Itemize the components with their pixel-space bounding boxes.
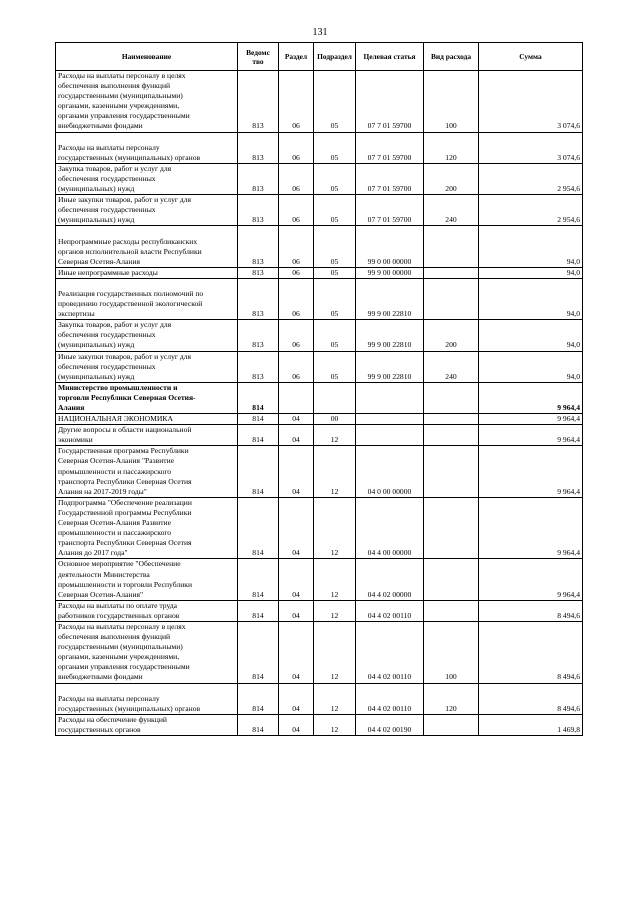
row-name-cell: Другие вопросы в области национальной экономики xyxy=(56,425,238,446)
row-target-article-cell: 04 4 02 00190 xyxy=(356,714,424,735)
row-name-cell: Министерство промышленности и торговли Республики Северная Осетия- Алания xyxy=(56,382,238,413)
row-name-cell: Непрограммные расходы республиканских органов исполнительной власти Республики Северная Осетия-Алания xyxy=(56,226,238,267)
row-name-cell: Закупка товаров, работ и услуг для обеспечения государственных (муниципальных) нужд xyxy=(56,163,238,194)
row-sum-cell: 3 074,6 xyxy=(479,71,583,133)
row-podrazdel-cell: 12 xyxy=(314,559,356,600)
header-podrazdel: Подраздел xyxy=(314,43,356,71)
row-expense-type-cell xyxy=(424,600,479,621)
row-target-article-cell: 99 9 00 22810 xyxy=(356,278,424,319)
row-name-cell: Расходы на выплаты персоналу государственных (муниципальных) органов xyxy=(56,132,238,163)
row-sum-cell: 9 964,4 xyxy=(479,446,583,497)
table-row xyxy=(56,267,583,278)
row-podrazdel-cell: 05 xyxy=(314,132,356,163)
row-target-article-cell xyxy=(356,382,424,413)
row-expense-type-cell: 200 xyxy=(424,163,479,194)
row-podrazdel-cell: 12 xyxy=(314,497,356,559)
row-expense-type-cell: 100 xyxy=(424,71,479,133)
row-podrazdel-cell: 05 xyxy=(314,278,356,319)
row-name-cell: Основное мероприятие "Обеспечение деятельности Министерства промышленности и торговли Республики Северная Осетия-Алания" xyxy=(56,559,238,600)
row-vedomstvo-cell: 813 xyxy=(238,267,279,278)
row-expense-type-cell xyxy=(424,267,479,278)
row-target-article-cell: 07 7 01 59700 xyxy=(356,132,424,163)
row-podrazdel-cell: 05 xyxy=(314,226,356,267)
row-sum-cell: 3 074,6 xyxy=(479,132,583,163)
table-row xyxy=(56,414,583,425)
row-target-article-cell: 04 0 00 00000 xyxy=(356,446,424,497)
row-vedomstvo-cell: 813 xyxy=(238,320,279,351)
row-expense-type-cell xyxy=(424,382,479,413)
row-razdel-cell: 04 xyxy=(279,621,314,683)
row-vedomstvo-cell: 814 xyxy=(238,382,279,413)
row-razdel-cell: 04 xyxy=(279,683,314,714)
row-podrazdel-cell: 05 xyxy=(314,195,356,226)
row-target-article-cell: 04 4 02 00000 xyxy=(356,559,424,600)
row-razdel-cell: 06 xyxy=(279,132,314,163)
row-razdel-cell: 04 xyxy=(279,425,314,446)
row-podrazdel-cell: 12 xyxy=(314,600,356,621)
table-row xyxy=(56,226,583,267)
row-podrazdel-cell: 00 xyxy=(314,414,356,425)
row-sum-cell: 9 964,4 xyxy=(479,414,583,425)
row-target-article-cell xyxy=(356,425,424,446)
row-expense-type-cell: 100 xyxy=(424,621,479,683)
row-vedomstvo-cell: 813 xyxy=(238,71,279,133)
row-vedomstvo-cell: 814 xyxy=(238,683,279,714)
row-podrazdel-cell: 12 xyxy=(314,683,356,714)
row-expense-type-cell xyxy=(424,714,479,735)
row-target-article-cell: 07 7 01 59700 xyxy=(356,163,424,194)
row-name-cell: Подпрограмма "Обеспечение реализации Государственной программы Республики Северная Осетия-Алания Развитие промышленности и пассажирского транспорта Республики Северная Осетия Алания до 2017 года" xyxy=(56,497,238,559)
row-target-article-cell: 04 4 00 00000 xyxy=(356,497,424,559)
row-sum-cell: 9 964,4 xyxy=(479,559,583,600)
row-sum-cell: 9 964,4 xyxy=(479,425,583,446)
row-expense-type-cell xyxy=(424,446,479,497)
row-sum-cell: 2 954,6 xyxy=(479,195,583,226)
row-name-cell: Иные закупки товаров, работ и услуг для обеспечения государственных (муниципальных) нужд xyxy=(56,351,238,382)
header-expense-type: Вид расхода xyxy=(424,43,479,71)
row-name-cell: НАЦИОНАЛЬНАЯ ЭКОНОМИКА xyxy=(56,414,238,425)
table-row xyxy=(56,714,583,735)
row-razdel-cell: 04 xyxy=(279,497,314,559)
row-vedomstvo-cell: 814 xyxy=(238,497,279,559)
row-name-cell: Реализация государственных полномочий по проведению государственной экологической экспертизы xyxy=(56,278,238,319)
row-vedomstvo-cell: 813 xyxy=(238,195,279,226)
row-razdel-cell: 04 xyxy=(279,414,314,425)
row-podrazdel-cell: 05 xyxy=(314,163,356,194)
row-target-article-cell: 99 9 00 22810 xyxy=(356,320,424,351)
row-vedomstvo-cell: 814 xyxy=(238,559,279,600)
row-podrazdel-cell: 05 xyxy=(314,351,356,382)
row-target-article-cell: 99 9 00 22810 xyxy=(356,351,424,382)
row-target-article-cell: 07 7 01 59700 xyxy=(356,195,424,226)
row-razdel-cell: 04 xyxy=(279,559,314,600)
table-row xyxy=(56,497,583,559)
row-sum-cell: 8 494,6 xyxy=(479,621,583,683)
row-target-article-cell: 99 0 00 00000 xyxy=(356,226,424,267)
table-row xyxy=(56,195,583,226)
row-razdel-cell: 06 xyxy=(279,195,314,226)
table-row xyxy=(56,163,583,194)
table-header-row xyxy=(56,43,583,71)
row-vedomstvo-cell: 814 xyxy=(238,425,279,446)
row-name-cell: Закупка товаров, работ и услуг для обеспечения государственных (муниципальных) нужд xyxy=(56,320,238,351)
row-sum-cell: 9 964,4 xyxy=(479,497,583,559)
row-target-article-cell: 07 7 01 59700 xyxy=(356,71,424,133)
row-vedomstvo-cell: 814 xyxy=(238,446,279,497)
table-row xyxy=(56,621,583,683)
row-name-cell: Расходы на выплаты персоналу государственных (муниципальных) органов xyxy=(56,683,238,714)
row-target-article-cell: 04 4 02 00110 xyxy=(356,621,424,683)
row-expense-type-cell: 240 xyxy=(424,195,479,226)
row-podrazdel-cell: 12 xyxy=(314,446,356,497)
row-target-article-cell xyxy=(356,414,424,425)
table-row xyxy=(56,132,583,163)
row-expense-type-cell: 120 xyxy=(424,132,479,163)
table-row xyxy=(56,683,583,714)
row-vedomstvo-cell: 813 xyxy=(238,163,279,194)
row-vedomstvo-cell: 813 xyxy=(238,226,279,267)
row-razdel-cell xyxy=(279,382,314,413)
row-podrazdel-cell: 05 xyxy=(314,320,356,351)
table-row xyxy=(56,320,583,351)
row-vedomstvo-cell: 813 xyxy=(238,351,279,382)
row-razdel-cell: 06 xyxy=(279,278,314,319)
row-razdel-cell: 06 xyxy=(279,163,314,194)
row-razdel-cell: 04 xyxy=(279,446,314,497)
row-name-cell: Государственная программа Республики Северная Осетия-Алания "Развитие промышленности и пассажирского транспорта Республики Северная Осетия Алания на 2017-2019 годы" xyxy=(56,446,238,497)
header-vedomstvo: Ведомс тво xyxy=(238,43,279,71)
row-sum-cell: 8 494,6 xyxy=(479,683,583,714)
header-target-article: Целевая статья xyxy=(356,43,424,71)
page-number: 131 xyxy=(312,27,328,38)
row-podrazdel-cell: 05 xyxy=(314,71,356,133)
row-sum-cell: 1 469,8 xyxy=(479,714,583,735)
row-sum-cell: 94,0 xyxy=(479,278,583,319)
row-expense-type-cell xyxy=(424,425,479,446)
row-razdel-cell: 06 xyxy=(279,226,314,267)
row-name-cell: Иные закупки товаров, работ и услуг для обеспечения государственных (муниципальных) нужд xyxy=(56,195,238,226)
row-expense-type-cell xyxy=(424,226,479,267)
row-podrazdel-cell: 12 xyxy=(314,621,356,683)
row-vedomstvo-cell: 814 xyxy=(238,600,279,621)
budget-table xyxy=(55,42,583,736)
row-expense-type-cell: 120 xyxy=(424,683,479,714)
row-expense-type-cell: 240 xyxy=(424,351,479,382)
row-sum-cell: 94,0 xyxy=(479,226,583,267)
row-razdel-cell: 06 xyxy=(279,267,314,278)
table-row xyxy=(56,278,583,319)
row-sum-cell: 8 494,6 xyxy=(479,600,583,621)
row-razdel-cell: 06 xyxy=(279,351,314,382)
table-row xyxy=(56,351,583,382)
row-sum-cell: 9 964,4 xyxy=(479,382,583,413)
row-podrazdel-cell: 12 xyxy=(314,714,356,735)
row-target-article-cell: 99 9 00 00000 xyxy=(356,267,424,278)
header-name: Наименование xyxy=(56,43,238,71)
table-row xyxy=(56,559,583,600)
header-sum: Сумма xyxy=(479,43,583,71)
row-razdel-cell: 06 xyxy=(279,320,314,351)
row-name-cell: Расходы на выплаты по оплате труда работников государственных органов xyxy=(56,600,238,621)
row-sum-cell: 94,0 xyxy=(479,320,583,351)
table-row xyxy=(56,600,583,621)
row-razdel-cell: 06 xyxy=(279,71,314,133)
row-name-cell: Расходы на выплаты персоналу в целях обеспечения выполнения функций государственными (муниципальными) органами, казенными учреждениями, органами управления государственными внебюджетными фондами xyxy=(56,621,238,683)
header-razdel: Раздел xyxy=(279,43,314,71)
row-expense-type-cell xyxy=(424,559,479,600)
row-razdel-cell: 04 xyxy=(279,600,314,621)
table-row xyxy=(56,71,583,133)
row-name-cell: Иные непрограммные расходы xyxy=(56,267,238,278)
row-vedomstvo-cell: 813 xyxy=(238,278,279,319)
row-vedomstvo-cell: 814 xyxy=(238,621,279,683)
table-row xyxy=(56,382,583,413)
row-expense-type-cell xyxy=(424,414,479,425)
row-vedomstvo-cell: 813 xyxy=(238,132,279,163)
table-row xyxy=(56,425,583,446)
row-podrazdel-cell xyxy=(314,382,356,413)
table-row xyxy=(56,446,583,497)
row-podrazdel-cell: 12 xyxy=(314,425,356,446)
row-sum-cell: 2 954,6 xyxy=(479,163,583,194)
row-expense-type-cell xyxy=(424,278,479,319)
row-sum-cell: 94,0 xyxy=(479,351,583,382)
table-body xyxy=(56,71,583,736)
row-razdel-cell: 04 xyxy=(279,714,314,735)
row-target-article-cell: 04 4 02 00110 xyxy=(356,683,424,714)
row-name-cell: Расходы на обеспечение функций государственных органов xyxy=(56,714,238,735)
row-podrazdel-cell: 05 xyxy=(314,267,356,278)
row-expense-type-cell xyxy=(424,497,479,559)
row-name-cell: Расходы на выплаты персоналу в целях обеспечения выполнения функций государственными (муниципальными) органами, казенными учреждениями, органами управления государственными внебюджетными фондами xyxy=(56,71,238,133)
row-vedomstvo-cell: 814 xyxy=(238,714,279,735)
row-vedomstvo-cell: 814 xyxy=(238,414,279,425)
row-target-article-cell: 04 4 02 00110 xyxy=(356,600,424,621)
row-sum-cell: 94,0 xyxy=(479,267,583,278)
row-expense-type-cell: 200 xyxy=(424,320,479,351)
